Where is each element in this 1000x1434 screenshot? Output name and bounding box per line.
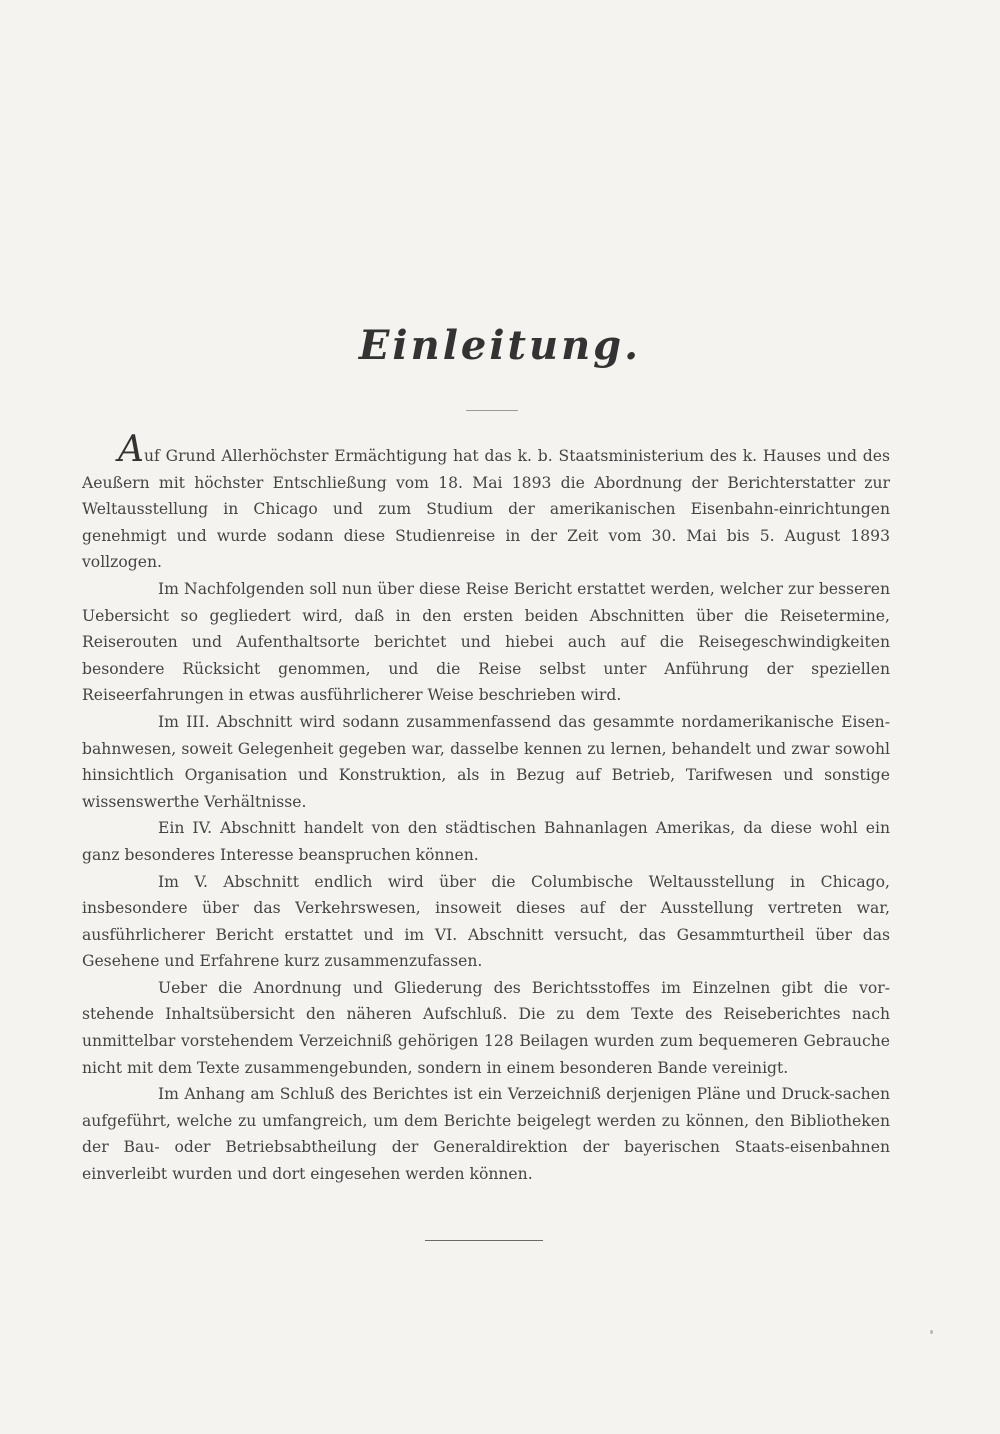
paragraph-5: Im V. Abschnitt endlich wird über die Columbische Weltausstellung in Chicago, insbesondere über das Verkehrswesen, insoweit dieses auf der Ausstellung vertreten war, ausführlicherer Bericht erstattet und im VI. Abschnitt versucht, das Gesammturtheil über das Gesehene und Erfahrene kurz zusammenzufassen. — [82, 872, 890, 971]
paragraph-2: Im Nachfolgenden soll nun über diese Reise Bericht erstattet werden, welcher zur besseren Uebersicht so gegliedert wird, daß in den ersten beiden Abschnitten über die Reisetermine, Reiserouten und Aufenthaltsorte berichtet und hiebei auch auf die Reisegeschwindigkeiten besondere Rücksicht genommen, und die Reise selbst unter Anführung der speziellen Reiseerfahrungen in etwas ausführlicherer Weise beschrieben wird. — [82, 579, 890, 705]
paragraph-3: Im III. Abschnitt wird sodann zusammenfassend das gesammte nordamerikanische Eisen-bahnwesen, soweit Gelegenheit gegeben war, dasselbe kennen zu lernen, behandelt und zwar sowohl hinsichtlich Organisation und Konstruktion, als in Bezug auf Betrieb, Tarifwesen und sonstige wissenswerthe Verhältnisse. — [82, 712, 890, 811]
paper-speck — [930, 1330, 933, 1334]
body-text — [82, 429, 890, 1188]
paragraph-1-text: uf Grund Allerhöchster Ermächtigung hat das k. b. Staatsministerium des k. Hauses und des Aeußern mit höchster Entschließung vom 18. Mai 1893 die Abordnung der Berichterstatter zur Weltausstellung in Chicago und zum Studium der amerikanischen Eisenbahn-einrichtungen genehmigt und wurde sodann diese Studienreise in der Zeit vom 30. Mai bis 5. August 1893 vollzogen. — [82, 447, 890, 572]
paragraph-7: Im Anhang am Schluß des Berichtes ist ein Verzeichniß derjenigen Pläne und Druck-sachen aufgeführt, welche zu umfangreich, um dem Berichte beigelegt werden zu können, den Bibliotheken der Bau- oder Betriebsabtheilung der Generaldirektion der bayerischen Staats-eisenbahnen einverleibt wurden und dort eingesehen werden können. — [82, 1085, 890, 1184]
paragraph-1 — [82, 429, 890, 576]
drop-cap: A — [118, 429, 144, 470]
paragraph-6: Ueber die Anordnung und Gliederung des Berichtsstoffes im Einzelnen gibt die vor-stehende Inhaltsübersicht den näheren Aufschluß. Die zu dem Texte des Reiseberichtes nach unmittelbar vorstehendem Verzeichniß gehörigen 128 Beilagen wurden zum bequemeren Gebrauche nicht mit dem Texte zusammengebunden, sondern in einem besonderen Bande vereinigt. — [82, 978, 890, 1077]
paragraph-4: Ein IV. Abschnitt handelt von den städtischen Bahnanlagen Amerikas, da diese wohl ein ganz besonderes Interesse beanspruchen können. — [82, 819, 890, 864]
end-divider — [425, 1240, 543, 1241]
title-divider — [466, 410, 518, 411]
page-title: Einleitung. — [358, 322, 642, 369]
